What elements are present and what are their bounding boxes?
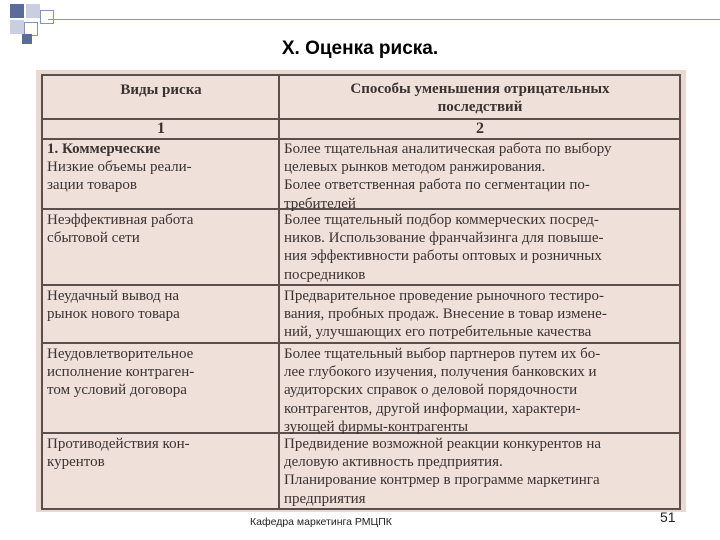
risk-table <box>41 74 681 510</box>
method-line: целевых рынков методом ранжирования. <box>284 159 546 176</box>
method-line: лее глубокого изучения, получения банковских и <box>284 364 597 381</box>
method-line: ний, улучшающих его потребительные качества <box>284 324 592 341</box>
title-rule <box>48 19 720 20</box>
risk-cell <box>47 211 275 247</box>
risk-line: Низкие объемы реали- <box>47 159 192 176</box>
method-line: Более тщательный выбор партнеров путем их бо- <box>284 346 601 362</box>
risk-cell <box>47 140 275 195</box>
row-divider <box>43 342 679 344</box>
decor-square <box>40 10 54 24</box>
method-line: контрагентов, другой информации, характери- <box>284 400 581 417</box>
method-line: Более тщательная аналитическая работа по выбору <box>284 141 612 157</box>
method-line: предприятия <box>284 490 366 507</box>
row-divider <box>43 284 679 286</box>
risk-line: том условий договора <box>47 382 187 399</box>
decor-square <box>10 20 24 34</box>
method-line: Предварительное проведение рыночного тестиро- <box>284 288 605 304</box>
risk-line: сбытовой сети <box>47 230 140 247</box>
method-line: ния эффективности работы оптовых и розничных <box>284 248 602 265</box>
decor-square <box>10 4 24 18</box>
method-line: Предвидение возможной реакции конкурентов на <box>284 436 602 452</box>
slide-title: Х. Оценка риска. <box>281 38 439 59</box>
risk-cell <box>47 435 275 471</box>
decor-square <box>26 4 40 18</box>
scanned-table-image <box>36 70 686 512</box>
method-cell <box>284 211 676 284</box>
method-line: зующей фирмы-контрагенты <box>284 418 469 435</box>
header-mitigation-line: последствий <box>437 99 523 116</box>
method-cell <box>284 287 676 342</box>
header-mitigation-line: Способы уменьшения отрицательных <box>350 81 610 97</box>
method-line: ников. Использование франчайзинга для повыше- <box>284 230 604 247</box>
column-number: 1 <box>157 120 165 137</box>
column-number: 2 <box>476 120 484 137</box>
risk-line: исполнение контраген- <box>47 364 195 381</box>
method-line: требителей <box>284 195 356 212</box>
method-line: Более тщательный подбор коммерческих посред- <box>284 212 599 228</box>
method-cell <box>284 140 676 213</box>
risk-line: рынок нового товара <box>47 306 180 323</box>
risk-line: курентов <box>47 454 105 471</box>
risk-line: Неудовлетворительное <box>47 346 194 362</box>
risk-line: Неудачный вывод на <box>47 288 180 304</box>
page-number: 51 <box>660 509 676 525</box>
method-line: посредников <box>284 266 366 283</box>
column-divider <box>278 76 280 508</box>
method-line: деловую активность предприятия. <box>284 454 503 471</box>
method-line: Планирование контрмер в программе маркетинга <box>284 472 600 489</box>
method-cell <box>284 345 676 436</box>
risk-line: Неэффективная работа <box>47 212 194 228</box>
header-mitigation <box>284 80 676 116</box>
method-line: вания, пробных продаж. Внесение в товар измене- <box>284 306 607 323</box>
method-cell <box>284 435 676 508</box>
risk-line: 1. Коммерческие <box>47 141 161 157</box>
method-line: Более ответственная работа по сегментации по- <box>284 177 590 194</box>
risk-line: зации товаров <box>47 177 137 194</box>
method-line: аудиторских справок о деловой порядочности <box>284 382 578 399</box>
footer-text: Кафедра маркетинга РМЦПК <box>250 516 392 528</box>
risk-cell <box>47 345 275 400</box>
risk-line: Противодействия кон- <box>47 436 190 452</box>
risk-cell <box>47 287 275 323</box>
header-risk-types: Виды риска <box>120 82 202 98</box>
